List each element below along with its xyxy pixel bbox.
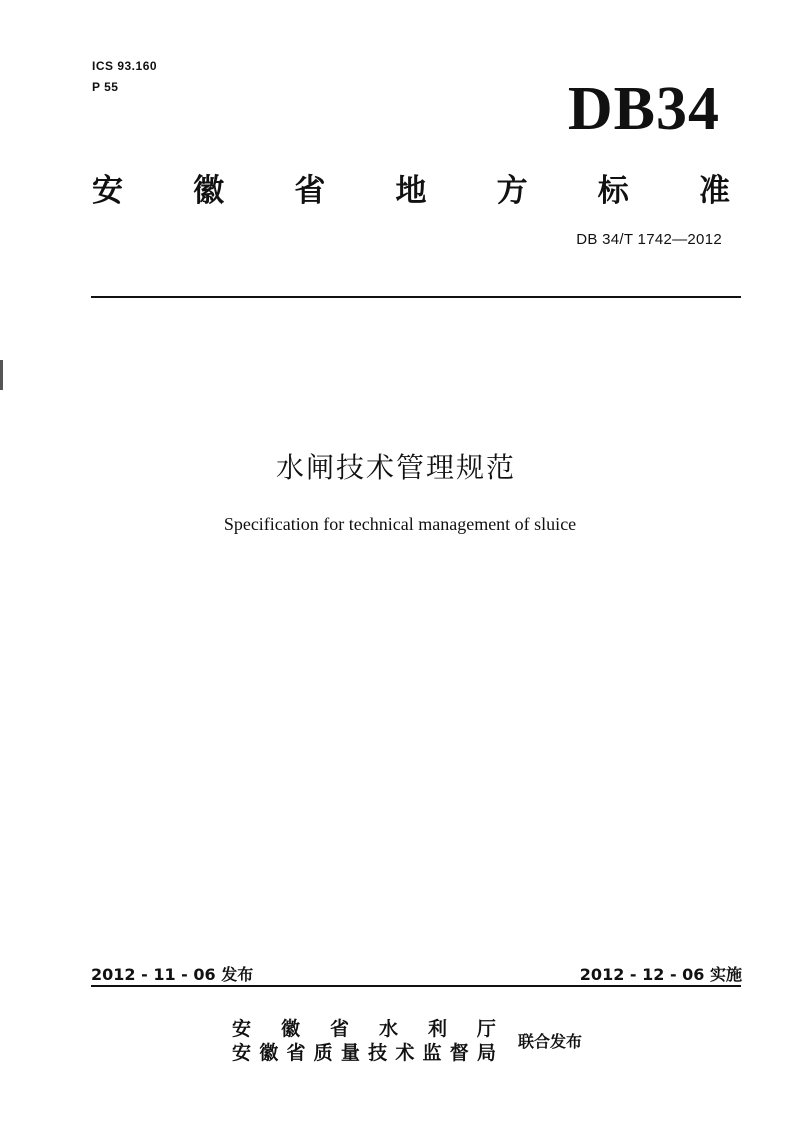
issuer-water-resources-dept [232,1014,496,1041]
issuer-char: 技 [368,1042,388,1064]
standard-type-char: 徽 [193,173,225,209]
issuer-char: 监 [422,1042,442,1064]
standard-type-char: 安 [92,173,123,209]
standard-type-char: 方 [496,173,528,209]
issuer-char: 利 [427,1018,447,1040]
standard-type-char: 地 [395,173,427,209]
implementation-date: 2012 - 12 - 06 实施 [579,965,742,984]
issuer-char: 术 [395,1042,415,1064]
ics-code: ICS 93.160 [92,59,158,73]
issuer-char: 安 [232,1042,252,1064]
top-divider [91,296,741,298]
issuer-char: 量 [340,1042,360,1064]
title-english: Specification for technical management of sluice [223,514,577,534]
issuer-char: 安 [232,1018,252,1040]
standard-type [92,165,730,210]
bottom-divider [91,985,741,987]
title-chinese: 水闸技术管理规范 [275,451,516,484]
issuer-char: 省 [286,1042,306,1064]
issuer-char: 质 [313,1042,333,1064]
issuer-char: 局 [476,1042,496,1064]
standard-type-char: 准 [698,173,730,209]
standard-type-char: 标 [597,173,629,209]
issue-date: 2012 - 11 - 06 发布 [91,965,254,984]
scan-edge-mark [0,360,3,390]
issuer-char: 徽 [259,1042,279,1064]
issuer-char: 省 [329,1018,349,1040]
standard-logo: DB34 [567,75,720,143]
issuer-char: 徽 [280,1018,300,1040]
issuer-char: 厅 [476,1018,496,1040]
issuer-char: 督 [449,1042,469,1064]
standard-number: DB 34/T 1742—2012 [576,231,722,248]
issuer-quality-bureau [232,1038,496,1065]
joint-issue-label: 联合发布 [518,1032,583,1051]
standard-type-char: 省 [294,173,326,209]
classification-code: P 55 [92,80,119,94]
issuer-char: 水 [378,1018,398,1040]
